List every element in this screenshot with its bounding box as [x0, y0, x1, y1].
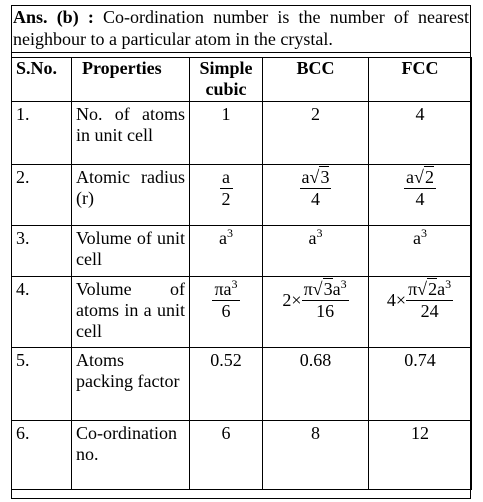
- cell-bcc: 0.68: [263, 348, 369, 421]
- numerator: [406, 279, 453, 300]
- cell-fcc: 0.74: [369, 348, 472, 421]
- num-suffix: a: [332, 279, 341, 299]
- denominator: 6: [212, 300, 239, 322]
- fraction: [220, 167, 233, 210]
- exponent: 3: [421, 226, 427, 240]
- base: a: [308, 228, 317, 248]
- header-bcc: BCC: [263, 58, 369, 102]
- base: a: [413, 228, 421, 248]
- cell-simple: 6: [190, 421, 263, 490]
- denominator: 16: [302, 300, 349, 322]
- row-sno: 4.: [12, 277, 72, 348]
- exponent: 3: [316, 226, 323, 240]
- row-property: Atoms packing factor: [72, 348, 190, 421]
- exponent: 3: [227, 226, 233, 240]
- sqrt-symbol: √2: [417, 279, 438, 299]
- row-sno: 2.: [12, 165, 72, 226]
- cell-simple: 0.52: [190, 348, 263, 421]
- num-text: πa: [214, 279, 232, 299]
- pi-symbol: π: [303, 279, 313, 299]
- row-sno: 1.: [12, 102, 72, 165]
- denominator: 4: [300, 188, 332, 210]
- lattice-properties-table: [11, 57, 472, 490]
- table-row: [12, 421, 472, 490]
- cell-simple: [190, 165, 263, 226]
- radicand: 3: [323, 279, 333, 299]
- row-sno: 6.: [12, 421, 72, 490]
- table-row: [12, 165, 472, 226]
- row-property: Co-ordination no.: [72, 421, 190, 490]
- row-sno: 5.: [12, 348, 72, 421]
- header-fcc: FCC: [369, 58, 472, 102]
- fraction: [302, 279, 349, 322]
- coefficient: 2×: [282, 290, 302, 310]
- numerator: [212, 279, 239, 300]
- sqrt-symbol: √2: [414, 167, 434, 187]
- answer-text: [13, 6, 469, 50]
- cell-simple: [190, 226, 263, 277]
- cell-fcc: 4: [369, 102, 472, 165]
- numerator: [404, 167, 436, 188]
- row-property: No. of atoms in unit cell: [72, 102, 190, 165]
- table-row: [12, 102, 472, 165]
- num-suffix: a: [437, 279, 446, 299]
- answer-divider: [11, 52, 471, 53]
- table-row: [12, 277, 472, 348]
- row-property: Volume of atoms in a unit cell: [72, 277, 190, 348]
- fraction: [406, 279, 453, 322]
- header-sno: S.No.: [12, 58, 72, 102]
- base: a: [219, 228, 227, 248]
- numerator: [302, 279, 349, 300]
- exponent: 3: [445, 277, 452, 291]
- fraction: [404, 167, 436, 210]
- numerator: a: [222, 167, 230, 187]
- cell-simple: 1: [190, 102, 263, 165]
- radicand: 3: [320, 167, 330, 187]
- row-property: Volume of unit cell: [72, 226, 190, 277]
- header-properties: Properties: [72, 58, 190, 102]
- cell-bcc: 2: [263, 102, 369, 165]
- fraction: [300, 167, 332, 210]
- numerator: [300, 167, 332, 188]
- cell-bcc: [263, 226, 369, 277]
- header-simple-cubic: Simple cubic: [190, 58, 263, 102]
- cell-bcc: 8: [263, 421, 369, 490]
- radicand: 2: [424, 167, 434, 187]
- denominator: 24: [406, 300, 453, 322]
- coefficient: 4×: [386, 290, 407, 310]
- answer-lead: Ans. (b) :: [13, 7, 94, 27]
- fraction: [212, 279, 239, 322]
- row-sno: 3.: [12, 226, 72, 277]
- cell-bcc: [263, 165, 369, 226]
- exponent: 3: [340, 277, 347, 291]
- cell-fcc: [369, 165, 472, 226]
- num-prefix: a: [406, 167, 415, 187]
- radicand: 2: [428, 279, 438, 299]
- sqrt-symbol: √3: [312, 279, 333, 299]
- cell-simple: [190, 277, 263, 348]
- sqrt-symbol: √3: [309, 167, 330, 187]
- header-row: [12, 58, 472, 102]
- num-prefix: a: [301, 167, 310, 187]
- cell-fcc: [369, 277, 472, 348]
- table-row: [12, 348, 472, 421]
- answer-body: Co-ordination number is the number of nearest neighbour to a particular atom in the crystal.: [13, 7, 470, 49]
- denominator: 4: [404, 188, 436, 210]
- denominator: 2: [221, 189, 231, 209]
- pi-symbol: π: [408, 279, 418, 299]
- cell-fcc: 12: [369, 421, 472, 490]
- row-property: Atomic radius (r): [72, 165, 190, 226]
- table-row: [12, 226, 472, 277]
- exponent: 3: [231, 277, 238, 291]
- cell-bcc: [263, 277, 369, 348]
- cell-fcc: [369, 226, 472, 277]
